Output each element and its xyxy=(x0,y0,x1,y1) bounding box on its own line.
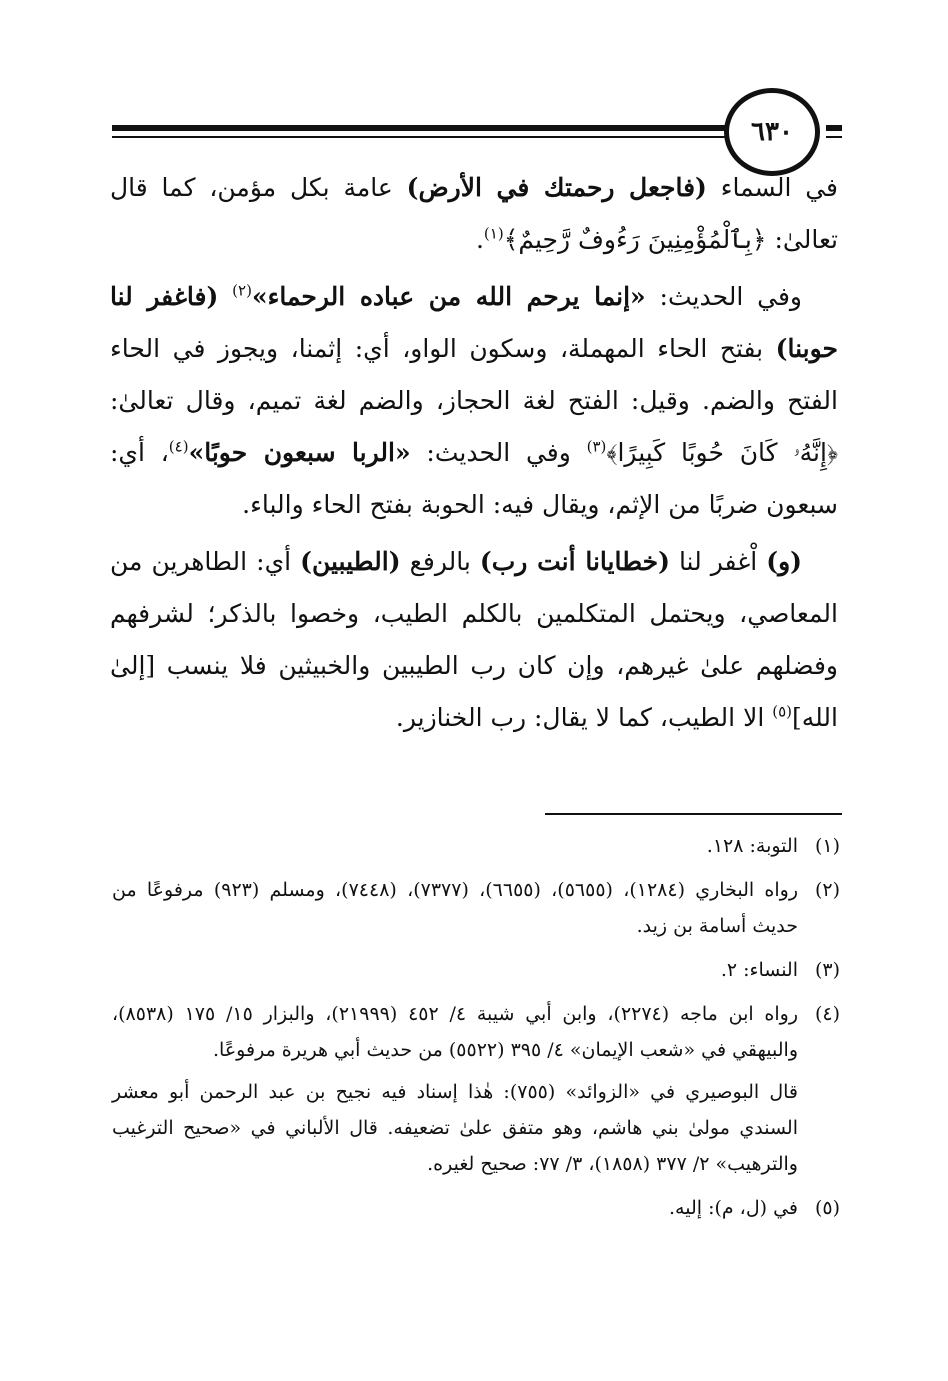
footnote xyxy=(112,828,840,864)
quran-verse: ﴿بِٱلْمُؤْمِنِينَ رَءُوفٌ رَّحِيمٌ﴾ xyxy=(503,225,767,254)
body-text: في السماء xyxy=(706,173,839,202)
footnote-text: قال البوصيري في «الزوائد» (٧٥٥): هٰذا إسناد فيه نجيح بن عبد الرحمن أبو معشر السندي مولىٰ بني هاشم، وهو متفق علىٰ تضعيفه. قال الألباني في «صحيح الترغيب والترهيب» ٢/ ٣٧٧ (١٨٥٨)، ٣/ ٧٧: صحيح لغيره. xyxy=(112,1081,799,1175)
footnote-ref: (٣) xyxy=(586,437,607,456)
body-text: . xyxy=(475,225,484,254)
footnote-ref: (٢) xyxy=(232,281,252,300)
footnotes xyxy=(112,828,840,1234)
paragraph xyxy=(110,536,838,744)
footnote-divider xyxy=(545,813,842,815)
body-text: اْغفر لنا xyxy=(669,547,767,576)
page-number: ٦٣٠ xyxy=(751,117,793,147)
body-text: عامة بكل مؤمن، كما قال تعالىٰ: xyxy=(110,173,838,254)
body-text: بالرفع xyxy=(400,547,480,576)
footnote-ref: (٤) xyxy=(168,437,189,456)
footnote xyxy=(112,996,840,1182)
footnote-number: (١) xyxy=(814,835,840,857)
paragraph xyxy=(110,162,838,266)
footnote-number: (٤) xyxy=(814,1003,840,1025)
footnote xyxy=(112,1190,840,1226)
footnote-body xyxy=(112,872,798,944)
footnote-text: رواه ابن ماجه (٢٢٧٤)، وابن أبي شيبة ٤/ ٤٥٢ (٢١٩٩٩)، والبزار ١٥/ ١٧٥ (٨٥٣٨)، والبيهقي في «شعب الإيمان» ٤/ ٣٩٥ (٥٥٢٢) من حديث أبي هريرة مرفوعًا. xyxy=(112,1003,799,1061)
body-text: وفي الحديث: xyxy=(645,282,803,311)
footnote-body xyxy=(112,828,798,864)
footnote-text: في (ل، م): إليه. xyxy=(669,1197,798,1219)
body-text: بفتح الحاء المهملة، وسكون الواو، أي: إثمنا، ويجوز في الحاء الفتح والضم. وقيل: الفتح لغة الحجاز، والضم لغة تميم، وقال تعالىٰ: xyxy=(110,334,838,415)
footnote-number: (٥) xyxy=(814,1197,840,1219)
footnote-number: (٣) xyxy=(814,959,840,981)
header-rule xyxy=(112,125,728,131)
header-rule xyxy=(112,136,728,138)
emphasis-text: (فاجعل رحمتك في الأرض) xyxy=(406,173,707,202)
footnote-number: (٢) xyxy=(814,879,840,901)
footnote xyxy=(112,872,840,944)
footnote-text: التوبة: ١٢٨. xyxy=(706,835,798,857)
emphasis-text: (فاغفر لنا حوبنا) xyxy=(110,282,838,363)
body-text xyxy=(218,282,232,311)
footnote-text: النساء: ٢. xyxy=(720,959,798,981)
emphasis-text: «إنما يرحم الله من عباده الرحماء» xyxy=(251,282,646,311)
emphasis-text: (خطايانا أنت رب) xyxy=(479,547,670,576)
emphasis-text: (و) xyxy=(766,547,802,576)
header-rule xyxy=(826,125,842,131)
quran-verse: ﴿إِنَّهُۥ كَانَ حُوبًا كَبِيرًا﴾ xyxy=(606,438,838,467)
main-text xyxy=(110,162,838,744)
footnote-body xyxy=(112,1190,798,1226)
emphasis-text: (الطيبين) xyxy=(300,547,401,576)
footnote-text: رواه البخاري (١٢٨٤)، (٥٦٥٥)، (٦٦٥٥)، (٧٣٧٧)، (٧٤٤٨)، ومسلم (٩٢٣) مرفوعًا من حديث أسامة بن زيد. xyxy=(112,879,798,937)
body-text: الا الطيب، كما لا يقال: رب الخنازير. xyxy=(395,703,773,732)
body-text: وفي الحديث: xyxy=(410,438,587,467)
body-text: أي: الطاهرين من المعاصي، ويحتمل المتكلمين بالكلم الطيب، وخصوا بالذكر؛ لشرفهم وفضلهم علىٰ غيرهم، وإن كان رب الطيبين والخبيثين فلا ينسب [إلىٰ الله] xyxy=(110,547,838,732)
paragraph xyxy=(110,271,838,531)
footnote xyxy=(112,952,840,988)
body-text: ، أي: سبعون ضربًا من الإثم، ويقال فيه: الحوبة بفتح الحاء والباء. xyxy=(110,438,838,519)
header-rule xyxy=(826,136,842,138)
footnote-ref: (١) xyxy=(483,224,504,243)
footnote-body xyxy=(112,996,798,1182)
emphasis-text: «الربا سبعون حوبًا» xyxy=(188,438,411,467)
footnote-ref: (٥) xyxy=(772,702,792,721)
footnote-body xyxy=(112,952,798,988)
